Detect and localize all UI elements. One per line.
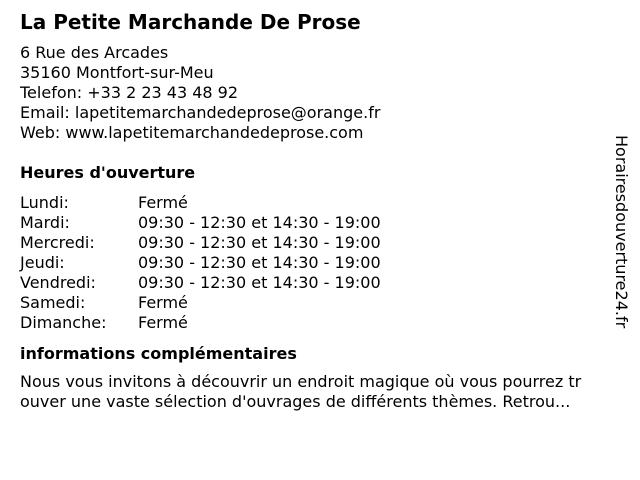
day-label: Dimanche: [20,313,107,332]
day-label: Lundi: [20,193,69,212]
day-label: Vendredi: [20,273,96,292]
hours-row-sunday [20,313,620,333]
info-line-2: ouver une vaste sélection d'ouvrages de différents thèmes. Retrou... [20,392,571,411]
email-address[interactable]: Email: lapetitemarchandedeprose@orange.fr [20,103,381,122]
postal-city: 35160 Montfort-sur-Meu [20,63,214,82]
day-hours: Fermé [138,193,188,212]
day-label: Mercredi: [20,233,95,252]
additional-info-heading: informations complémentaires [20,344,297,363]
street-address: 6 Rue des Arcades [20,43,169,62]
day-hours: 09:30 - 12:30 et 14:30 - 19:00 [138,273,381,292]
day-hours: 09:30 - 12:30 et 14:30 - 19:00 [138,213,381,232]
site-watermark: Horairesdouverture24.fr [612,135,631,329]
day-label: Mardi: [20,213,70,232]
hours-row-saturday [20,293,620,313]
opening-hours-heading: Heures d'ouverture [20,163,196,182]
info-line-1: Nous vous invitons à découvrir un endroit magique où vous pourrez tr [20,372,582,391]
hours-row-wednesday [20,233,620,253]
business-name: La Petite Marchande De Prose [20,10,361,34]
opening-hours-table [20,193,620,333]
address-block [20,43,620,143]
day-hours: 09:30 - 12:30 et 14:30 - 19:00 [138,253,381,272]
website-url[interactable]: Web: www.lapetitemarchandedeprose.com [20,123,364,142]
day-hours: Fermé [138,313,188,332]
day-hours: Fermé [138,293,188,312]
day-label: Jeudi: [20,253,65,272]
day-hours: 09:30 - 12:30 et 14:30 - 19:00 [138,233,381,252]
business-card [20,8,620,412]
hours-row-friday [20,273,620,293]
additional-info-text [20,372,630,412]
hours-row-thursday [20,253,620,273]
day-label: Samedi: [20,293,86,312]
hours-row-tuesday [20,213,620,233]
hours-row-monday [20,193,620,213]
phone-number[interactable]: Telefon: +33 2 23 43 48 92 [20,83,239,102]
